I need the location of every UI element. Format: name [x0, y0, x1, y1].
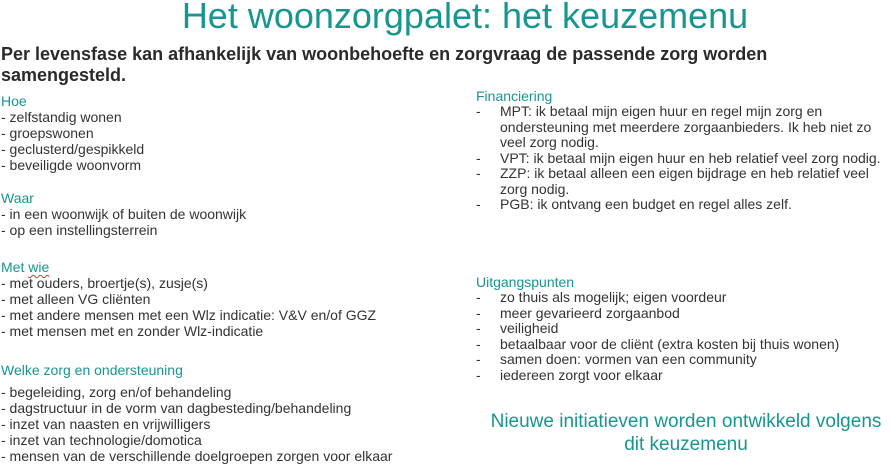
heading-text: Met — [1, 259, 29, 275]
list-dash: - — [476, 366, 481, 383]
section-heading-waar: Waar — [1, 190, 34, 206]
list-item — [476, 197, 890, 213]
list-item: - begeleiding, zorg en/of behandeling — [1, 384, 232, 400]
list-item: - op een instellingsterrein — [1, 222, 158, 238]
list-item — [476, 166, 890, 197]
list-item: - met andere mensen met een Wlz indicatie: V&V en/of GGZ — [1, 307, 377, 323]
list-item — [476, 337, 890, 353]
list-item: - met alleen VG cliënten — [1, 291, 151, 307]
list-item — [476, 104, 890, 151]
page-subtitle: Per levensfase kan afhankelijk van woonbehoefte en zorgvraag de passende zorg worden samengesteld. — [1, 44, 768, 85]
list-item-text: ZZP: ik betaal alleen een eigen bijdrage en heb relatief veel zorg nodig. — [500, 165, 869, 197]
list-item-text: meer gevarieerd zorgaanbod — [500, 304, 680, 321]
list-item — [476, 290, 890, 306]
list-item: - in een woonwijk of buiten de woonwijk — [1, 206, 247, 222]
list-item: - beveiligde woonvorm — [1, 157, 142, 173]
list-dash: - — [476, 304, 481, 321]
page-title: Het woonzorgpalet: het keuzemenu — [181, 0, 749, 36]
list-dash: - — [476, 320, 481, 336]
section-waar — [1, 190, 246, 238]
section-heading-uitgangspunten: Uitgangspunten — [476, 274, 575, 290]
section-financiering — [476, 88, 890, 213]
list-item: - mensen van de verschillende doelgroepen zorgen voor elkaar — [1, 448, 393, 464]
list-item-text: PGB: ik ontvang een budget en regel alles zelf. — [500, 196, 792, 212]
list-item: - zelfstandig wonen — [1, 109, 122, 125]
section-zorg — [1, 362, 392, 464]
list-dash: - — [476, 351, 481, 367]
footer-callout: Nieuwe initiatieven worden ontwikkeld volgens dit keuzemenu — [490, 411, 882, 455]
list-item-text: VPT: ik betaal mijn eigen huur en heb relatief veel zorg nodig. — [500, 149, 881, 166]
list-item-text: MPT: ik betaal mijn eigen huur en regel mijn zorg en ondersteuning met meerdere zorgaanbieders. Ik heb niet zo veel zorg nodig. — [500, 103, 872, 150]
section-heading-financiering: Financiering — [476, 88, 553, 104]
list-dash: - — [476, 196, 481, 212]
list-item-text: betaalbaar voor de cliënt (extra kosten bij thuis wonen) — [500, 335, 840, 352]
list-item: - met mensen met en zonder Wlz-indicatie — [1, 323, 264, 339]
list-item: - groepswonen — [1, 125, 94, 141]
spellcheck-word: wie — [28, 259, 50, 275]
list-item — [476, 306, 890, 322]
list-item: - inzet van naasten en vrijwilligers — [1, 416, 211, 432]
section-heading-hoe: Hoe — [1, 93, 27, 109]
list-item: - met ouders, broertje(s), zusje(s) — [1, 275, 208, 291]
list-dash: - — [476, 289, 481, 305]
list-item — [476, 151, 890, 167]
list-item: - inzet van technologie/domotica — [1, 432, 202, 448]
list-item: - geclusterd/gespikkeld — [1, 141, 145, 157]
section-heading-zorg: Welke zorg en ondersteuning — [1, 362, 183, 378]
list-item-text: zo thuis als mogelijk; eigen voordeur — [500, 289, 727, 305]
list-item-text: veiligheid — [500, 320, 559, 336]
list-dash: - — [476, 335, 481, 352]
section-heading-met-wie — [1, 259, 376, 275]
section-met-wie — [1, 259, 376, 339]
section-hoe — [1, 93, 144, 173]
section-uitgangspunten — [476, 274, 890, 383]
list-item-text: samen doen: vormen van een community — [500, 351, 757, 367]
list-item: - dagstructuur in de vorm van dagbesteding/behandeling — [1, 400, 352, 416]
list-item-text: iedereen zorgt voor elkaar — [500, 366, 663, 383]
list-dash: - — [476, 149, 481, 166]
list-item — [476, 321, 890, 337]
list-dash: - — [476, 103, 481, 119]
list-item — [476, 368, 890, 384]
list-dash: - — [476, 165, 481, 181]
list-item — [476, 352, 890, 368]
